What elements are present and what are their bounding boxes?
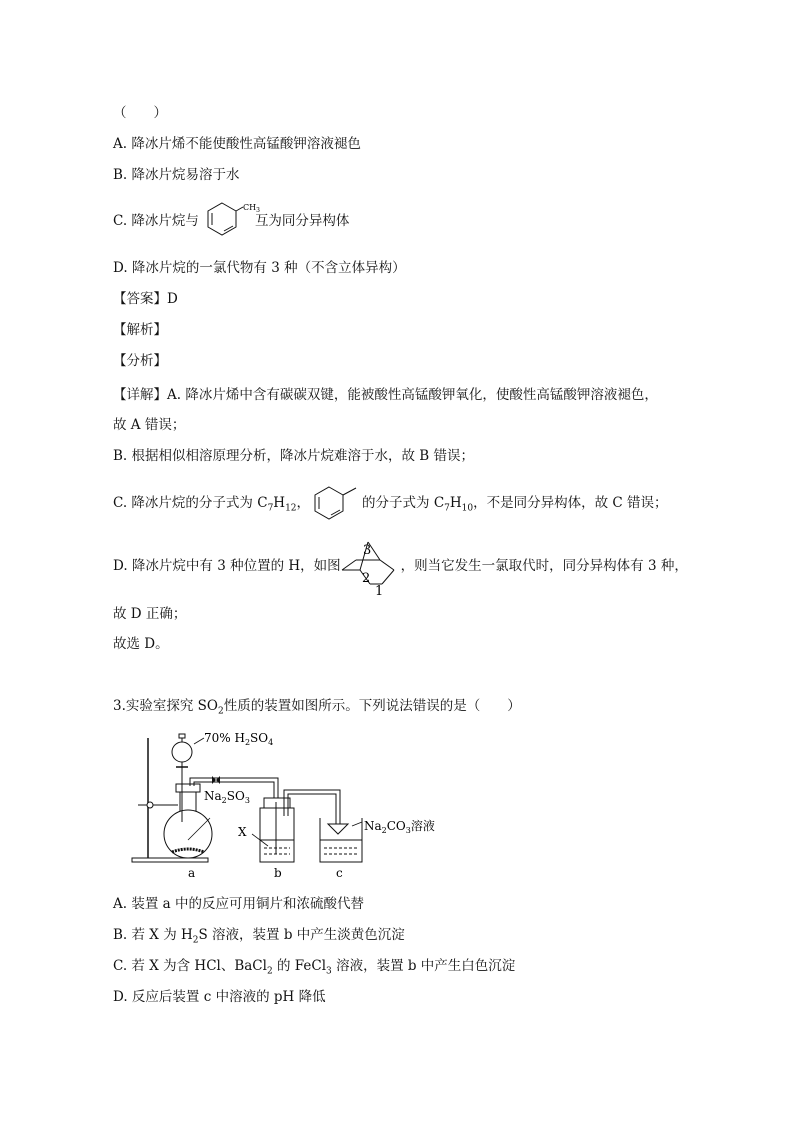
q3-option-b-prefix: B. 若 X 为 H — [113, 927, 193, 943]
formula-h: H — [449, 495, 462, 511]
stem-prefix: 3.实验室探究 SO — [113, 698, 218, 714]
detail-d-line2: 故 D 正确； — [113, 606, 187, 622]
q3-option-d: D. 反应后装置 c 中溶液的 pH 降低 — [113, 989, 326, 1005]
option-c-prefix: C. 降冰片烷与 — [113, 213, 199, 229]
formula-sub: 3 — [326, 966, 332, 977]
apparatus-diagram — [128, 722, 468, 882]
stem-suffix: 性质的装置如图所示。下列说法错误的是（ ） — [223, 698, 521, 714]
analysis-label: 【解析】 — [113, 322, 167, 338]
q3-option-b — [113, 926, 405, 944]
detail-a-line1: 【详解】A. 降冰片烯中含有碳碳双键，能被酸性高锰酸钾氧化，使酸性高锰酸钾溶液褪色， — [113, 387, 658, 403]
stem-sub: 2 — [218, 706, 224, 717]
q3-option-b-suffix: S 溶液，装置 b 中产生淡黄色沉淀 — [198, 927, 405, 943]
q3-option-c-suffix: 溶液，装置 b 中产生白色沉淀 — [331, 958, 516, 974]
apparatus-b-label: b — [274, 866, 282, 880]
answer-label: 【答案】D — [113, 291, 178, 307]
apparatus-c-label: c — [336, 866, 343, 880]
detail-c-suffix: ，不是同分异构体，故 C 错误； — [473, 495, 668, 511]
question-3-stem — [113, 697, 521, 715]
detail-d — [113, 557, 688, 575]
formula-h: H — [273, 495, 286, 511]
acid-label: 70% $H_2SO_4$ — [204, 731, 274, 747]
carbonate-label: $Na_2CO_3$溶液 — [364, 819, 435, 835]
detail-b: B. 根据相似相溶原理分析，降冰片烷难溶于水，故 B 错误； — [113, 448, 475, 464]
norbornane-structure — [334, 532, 400, 598]
detail-d-suffix: ，则当它发生一氯取代时，同分异构体有 3 种， — [400, 558, 688, 574]
methylcyclohexadiene-structure-1 — [203, 198, 273, 242]
apparatus-a-label: a — [188, 866, 196, 880]
q3-option-c-middle: 的 FeCl — [272, 958, 327, 974]
formula-sub: 12 — [285, 503, 297, 514]
salt-label: $Na_2SO_3$ — [204, 789, 250, 805]
position-2-label: 2 — [362, 571, 371, 586]
formula-sub: 2 — [192, 935, 199, 946]
detail-c-prefix: C. 降冰片烷的分子式为 C — [113, 495, 268, 511]
q3-option-c-prefix: C. 若 X 为含 HCl、BaCl — [113, 958, 267, 974]
detail-c: C. 降冰片烷的分子式为 $C_7H_{12}$， 的分子式为 $C_7H_{10}$，不是同分异构体，故 C 错误； — [113, 495, 668, 514]
fenxi-label: 【分析】 — [113, 353, 167, 369]
position-1-label: 1 — [375, 584, 384, 598]
ch3-label: $CH_3$ — [243, 203, 260, 214]
q3-option-c — [113, 957, 515, 975]
detail-c-middle: 的分子式为 C — [362, 495, 445, 511]
option-d: D. 降冰片烷的一氯代物有 3 种（不含立体异构） — [113, 260, 406, 276]
methylcyclohexadiene-structure-2 — [310, 482, 370, 526]
formula-sub: 10 — [461, 503, 474, 514]
option-a: A. 降冰片烯不能使酸性高锰酸钾溶液褪色 — [113, 136, 361, 152]
detail-a-line2: 故 A 错误； — [113, 417, 186, 433]
q3-option-a: A. 装置 a 中的反应可用铜片和浓硫酸代替 — [113, 896, 364, 912]
formula-sub: 7 — [267, 503, 274, 514]
option-c-suffix: 互为同分异构体 — [254, 213, 350, 229]
formula-sub: 2 — [266, 966, 273, 977]
option-b: B. 降冰片烷易溶于水 — [113, 167, 240, 183]
conclusion: 故选 D。 — [113, 636, 169, 652]
formula-sub: 7 — [444, 503, 450, 514]
detail-d-prefix: D. 降冰片烷中有 3 种位置的 H，如图 — [113, 558, 341, 574]
x-label: X — [238, 825, 247, 839]
question-paren: （ ） — [113, 105, 167, 121]
position-3-label: 3 — [363, 543, 372, 558]
